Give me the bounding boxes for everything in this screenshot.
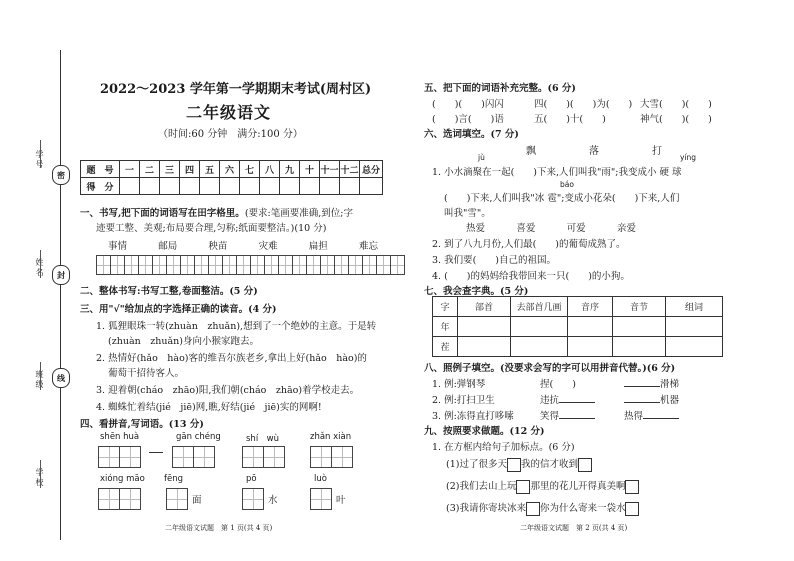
s8-r2-b bbox=[624, 392, 679, 406]
option-word: 热爱 bbox=[466, 223, 486, 234]
s9-q1-text-b: 我的信才收到 bbox=[520, 459, 578, 470]
dict-cell[interactable] bbox=[458, 337, 511, 357]
word: 灾难 bbox=[258, 241, 278, 252]
pinyin-label: fēng bbox=[164, 474, 184, 484]
score-col: 八 bbox=[260, 161, 280, 178]
score-col: 五 bbox=[200, 161, 220, 178]
pinyin-label: pō bbox=[246, 474, 257, 484]
punctuation-box[interactable] bbox=[578, 458, 592, 472]
s5-r1-a: ( )( )闪闪 bbox=[432, 99, 504, 110]
dict-header-row bbox=[433, 297, 723, 317]
dict-header: 部首 bbox=[458, 297, 511, 317]
word: 难忘 bbox=[358, 241, 378, 252]
score-cell[interactable] bbox=[120, 178, 140, 195]
punctuation-box[interactable] bbox=[625, 502, 639, 516]
pinyin-label: luò bbox=[314, 474, 327, 484]
xuexiao-field[interactable] bbox=[40, 460, 41, 488]
score-col: 一 bbox=[120, 161, 140, 178]
tianzige-cell[interactable] bbox=[110, 255, 125, 275]
answer-box[interactable] bbox=[310, 446, 332, 468]
exam-subject: 二年级语文 bbox=[186, 103, 272, 122]
dict-cell[interactable] bbox=[511, 337, 568, 357]
score-col: 七 bbox=[240, 161, 260, 178]
tianzige-cell[interactable] bbox=[124, 255, 139, 275]
s8-r1-b bbox=[624, 376, 679, 390]
tianzige-cell[interactable] bbox=[264, 255, 279, 275]
section-3-title: 三、用"√"给加点的字选择正确的读音。(4 分) bbox=[80, 304, 277, 315]
punctuation-box[interactable] bbox=[625, 480, 639, 494]
score-cell[interactable] bbox=[240, 178, 260, 195]
answer-box[interactable] bbox=[242, 488, 264, 510]
section-6-title: 六、选词填空。(7 分) bbox=[424, 129, 519, 140]
section-2-title: 二、整体书写:书写工整,卷面整洁。(5 分) bbox=[80, 286, 258, 297]
word: 秧苗 bbox=[208, 241, 228, 252]
score-col: 总分 bbox=[360, 161, 383, 178]
dict-cell[interactable] bbox=[568, 317, 613, 337]
tianzige-cell[interactable] bbox=[138, 255, 153, 275]
score-col: 十 bbox=[300, 161, 320, 178]
score-col: 十二 bbox=[340, 161, 360, 178]
s8-r3-b-text: 热得 bbox=[624, 411, 644, 422]
option-word: 飘 bbox=[526, 146, 536, 157]
s6-l1: 1. 小水滴聚在一起( )下来,人们叫我"雨";我变成小 硬 球 bbox=[432, 167, 682, 178]
s6-l6: 4. ( )的妈妈给我带回来一只( )的小狗。 bbox=[432, 271, 630, 282]
s8-r3-example: 3. 例:冻得直打哆嗦 bbox=[432, 411, 514, 422]
s8-r1-b-text: 滑梯 bbox=[660, 379, 680, 390]
score-cell[interactable] bbox=[360, 178, 383, 195]
s6-options-2 bbox=[466, 220, 636, 234]
section-1-line2: 迹要工整、美观;布局要合理,匀称;纸面要整洁。)(10 分) bbox=[96, 223, 327, 234]
s6-l2: ( )下来,人们叫我"冰 雹";变成小花朵( )下来,人们 bbox=[444, 193, 680, 204]
s5-r1-c: 大雪( )( ) bbox=[640, 99, 712, 110]
punctuation-box[interactable] bbox=[526, 502, 540, 516]
score-table bbox=[80, 160, 383, 195]
dict-row bbox=[433, 317, 723, 337]
word: 事情 bbox=[108, 241, 128, 252]
tianzige-cell[interactable] bbox=[250, 255, 265, 275]
pinyin-label: shēn huà bbox=[100, 432, 140, 442]
s8-r1-a: 捏( ) bbox=[540, 379, 576, 390]
seal-xian: 线 bbox=[52, 368, 70, 388]
section-9-title: 九、按照要求做题。(12 分) bbox=[424, 426, 545, 437]
s9-q2-text-a: (2)我们去山上玩 bbox=[446, 481, 517, 492]
score-table-header-row bbox=[81, 161, 383, 178]
score-col: 九 bbox=[280, 161, 300, 178]
section-8-title: 八、照例子填空。(没要求会写的字可以用拼音代替。)(6 分) bbox=[424, 363, 676, 374]
score-cell[interactable] bbox=[340, 178, 360, 195]
dict-header: 组词 bbox=[666, 297, 723, 317]
xuehao-field[interactable] bbox=[40, 140, 41, 168]
answer-box[interactable] bbox=[331, 446, 353, 468]
score-cell[interactable] bbox=[220, 178, 240, 195]
s8-r2-b-text: 机器 bbox=[660, 395, 680, 406]
s9-q3 bbox=[446, 500, 639, 516]
option-word: 喜爱 bbox=[516, 223, 536, 234]
pinyin-label: zhǎn xiàn bbox=[310, 432, 352, 442]
fill-blank[interactable] bbox=[559, 418, 595, 419]
answer-box[interactable] bbox=[310, 488, 332, 510]
suffix-char: 叶 bbox=[336, 495, 346, 506]
fill-blank[interactable] bbox=[643, 418, 679, 419]
score-cell[interactable] bbox=[140, 178, 160, 195]
answer-box[interactable] bbox=[193, 446, 215, 468]
section-1-heading: 一、书写,把下面的词语写在田字格里。 bbox=[80, 208, 245, 219]
suffix-char: 面 bbox=[192, 495, 202, 506]
tianzige-cell[interactable] bbox=[390, 255, 405, 275]
dict-row bbox=[433, 337, 723, 357]
s9-q3-text-a: (3)我请你寄块冰来 bbox=[446, 503, 526, 514]
dict-cell[interactable] bbox=[511, 317, 568, 337]
tianzige-cell[interactable] bbox=[208, 255, 223, 275]
dict-header: 音序 bbox=[568, 297, 613, 317]
tianzige-cell[interactable] bbox=[222, 255, 237, 275]
dict-header: 去部首几画 bbox=[511, 297, 568, 317]
tianzige-cell[interactable] bbox=[306, 255, 321, 275]
footer-left: 二年级语文试题 第 1 页(共 4 页) bbox=[165, 524, 273, 532]
side-label-xuexiao: 学校 bbox=[35, 468, 44, 488]
score-cell[interactable] bbox=[320, 178, 340, 195]
tianzige-cell[interactable] bbox=[96, 255, 111, 275]
option-word: 落 bbox=[589, 146, 599, 157]
dict-char: 茬 bbox=[433, 337, 458, 357]
tianzige-cell[interactable] bbox=[180, 255, 195, 275]
word: 邮局 bbox=[158, 241, 178, 252]
score-col: 六 bbox=[220, 161, 240, 178]
section-4-title: 四、看拼音,写词语。(13 分) bbox=[80, 419, 204, 430]
tianzige-cell[interactable] bbox=[152, 255, 167, 275]
s9-q1 bbox=[446, 456, 592, 472]
seal-mi: 密 bbox=[52, 165, 70, 185]
dash-divider bbox=[149, 452, 163, 453]
exam-meta: （时间:60 分钟 满分:100 分） bbox=[158, 129, 303, 140]
s9-q1-text-a: (1)过了很多天 bbox=[446, 459, 507, 470]
answer-box[interactable] bbox=[166, 488, 188, 510]
pinyin-label: shí wù bbox=[246, 434, 280, 444]
s9-sub: 1. 在方框内给句子加标点。(6 分) bbox=[432, 442, 575, 453]
pinyin-label: xióng māo bbox=[100, 474, 145, 484]
footer-right: 二年级语文试题 第 2 页(共 4 页) bbox=[520, 524, 628, 532]
punctuation-box[interactable] bbox=[507, 458, 521, 472]
fill-blank[interactable] bbox=[624, 402, 660, 403]
section-5-title: 五、把下面的词语补充完整。(6 分) bbox=[424, 83, 576, 94]
score-cell[interactable] bbox=[180, 178, 200, 195]
option-word: 可爱 bbox=[566, 223, 586, 234]
section-1-title bbox=[80, 205, 353, 219]
s5-r2-b: 五( )十( ) bbox=[534, 114, 606, 125]
dict-char: 年 bbox=[433, 317, 458, 337]
tianzige-cell[interactable] bbox=[292, 255, 307, 275]
fill-blank[interactable] bbox=[559, 402, 595, 403]
score-col: 二 bbox=[140, 161, 160, 178]
s8-r2-example: 2. 例:打扫卫生 bbox=[432, 395, 495, 406]
tianzige-cell[interactable] bbox=[194, 255, 209, 275]
pinyin-bao: báo bbox=[560, 180, 574, 189]
section-3-q3: 3. 迎着朝(cháo zhāo)阳,我们朝(cháo zhāo)着学校走去。 bbox=[96, 385, 360, 396]
suffix-char: 水 bbox=[268, 495, 278, 506]
xingming-field[interactable] bbox=[40, 250, 41, 278]
s9-q2 bbox=[446, 478, 639, 494]
s8-r2-a bbox=[540, 392, 595, 406]
section-7-title: 七、我会查字典。(5 分) bbox=[424, 286, 529, 297]
dict-cell[interactable] bbox=[666, 337, 723, 357]
score-col: 四 bbox=[180, 161, 200, 178]
dict-cell[interactable] bbox=[613, 337, 666, 357]
score-row-label: 得 分 bbox=[81, 178, 120, 195]
s8-r1-example: 1. 例:弹钢琴 bbox=[432, 379, 486, 390]
side-label-xingming: 姓名 bbox=[35, 258, 44, 278]
section-3-q2b: 葡萄干招待客人。 bbox=[108, 368, 185, 379]
score-cell[interactable] bbox=[260, 178, 280, 195]
side-label-banji: 班级 bbox=[35, 370, 44, 390]
tianzige-cell[interactable] bbox=[334, 255, 349, 275]
option-word: 亲爱 bbox=[616, 223, 636, 234]
s6-l3: 叫我"雪"。 bbox=[444, 208, 491, 219]
section-3-q4: 4. 蜘蛛忙着结(jié jiē)网,瞧,好结(jié jiē)实的网啊! bbox=[96, 402, 322, 413]
tianzige-cell[interactable] bbox=[166, 255, 181, 275]
score-cell[interactable] bbox=[200, 178, 220, 195]
score-cell[interactable] bbox=[300, 178, 320, 195]
answer-box[interactable] bbox=[98, 446, 120, 468]
tianzige-row[interactable] bbox=[96, 255, 404, 275]
answer-box[interactable] bbox=[263, 446, 285, 468]
answer-box[interactable] bbox=[242, 446, 264, 468]
option-word: 打 bbox=[652, 146, 662, 157]
dict-cell[interactable] bbox=[613, 317, 666, 337]
punctuation-box[interactable] bbox=[516, 480, 530, 494]
s8-r2-a-text: 违抗 bbox=[540, 395, 560, 406]
pinyin-ying: yíng bbox=[680, 153, 697, 162]
dict-header: 音节 bbox=[613, 297, 666, 317]
section-3-q1b: (zhuàn zhuǎn)身向小猴家跑去。 bbox=[108, 336, 259, 347]
banji-field[interactable] bbox=[40, 362, 41, 390]
exam-title: 2022～2023 学年第一学期期末考试(周村区) bbox=[100, 82, 372, 97]
answer-box[interactable] bbox=[172, 446, 194, 468]
dict-cell[interactable] bbox=[568, 337, 613, 357]
fill-blank[interactable] bbox=[624, 386, 660, 387]
dict-header: 字 bbox=[433, 297, 458, 317]
s9-q2-text-b: 那里的花儿开得真美啊 bbox=[530, 481, 626, 492]
s6-l5: 3. 我们要( )自己的祖国。 bbox=[432, 255, 556, 266]
score-col: 十一 bbox=[320, 161, 340, 178]
dict-cell[interactable] bbox=[458, 317, 511, 337]
s8-r3-a bbox=[540, 408, 595, 422]
s5-r2-a: ( )言( )语 bbox=[432, 114, 504, 125]
s6-options bbox=[526, 142, 662, 157]
tianzige-cell[interactable] bbox=[320, 255, 335, 275]
answer-box[interactable] bbox=[98, 488, 120, 510]
s6-l4: 2. 到了八九月份,人们最( )的葡萄成熟了。 bbox=[432, 239, 626, 250]
answer-box[interactable] bbox=[119, 446, 141, 468]
section-3-q2a: 2. 热情好(hǎo hào)客的维吾尔族老乡,拿出上好(hǎo hào)的 bbox=[96, 353, 367, 364]
score-table-score-row bbox=[81, 178, 383, 195]
s5-r1-b: 四( )( )为( ) bbox=[534, 99, 633, 110]
s8-r3-b bbox=[624, 408, 679, 422]
pinyin-ju: jù bbox=[478, 153, 485, 162]
dict-cell[interactable] bbox=[666, 317, 723, 337]
seal-feng: 封 bbox=[52, 265, 70, 285]
tianzige-cell[interactable] bbox=[362, 255, 377, 275]
tianzige-cell[interactable] bbox=[376, 255, 391, 275]
section-1-words bbox=[108, 238, 378, 252]
s8-r3-a-text: 笑得 bbox=[540, 411, 560, 422]
score-row-label: 题 号 bbox=[81, 161, 120, 178]
section-3-q1a: 1. 狐狸眼珠一转(zhuàn zhuǎn),想到了一个绝妙的主意。于是转 bbox=[96, 321, 377, 332]
tianzige-cell[interactable] bbox=[278, 255, 293, 275]
answer-box[interactable] bbox=[119, 488, 141, 510]
score-cell[interactable] bbox=[280, 178, 300, 195]
pinyin-label: gān chéng bbox=[176, 432, 221, 442]
score-col: 三 bbox=[160, 161, 180, 178]
tianzige-cell[interactable] bbox=[236, 255, 251, 275]
section-1-note: (要求:笔画要准确,到位;字 bbox=[244, 208, 353, 219]
side-label-xuehao: 学号 bbox=[35, 150, 44, 170]
tianzige-cell[interactable] bbox=[348, 255, 363, 275]
binding-line bbox=[60, 50, 61, 540]
s9-q3-text-b: 你为什么寄来一袋水 bbox=[539, 503, 626, 514]
s5-r2-c: 神气( )( ) bbox=[640, 114, 712, 125]
word: 扁担 bbox=[308, 241, 328, 252]
dictionary-table bbox=[432, 296, 723, 357]
score-cell[interactable] bbox=[160, 178, 180, 195]
